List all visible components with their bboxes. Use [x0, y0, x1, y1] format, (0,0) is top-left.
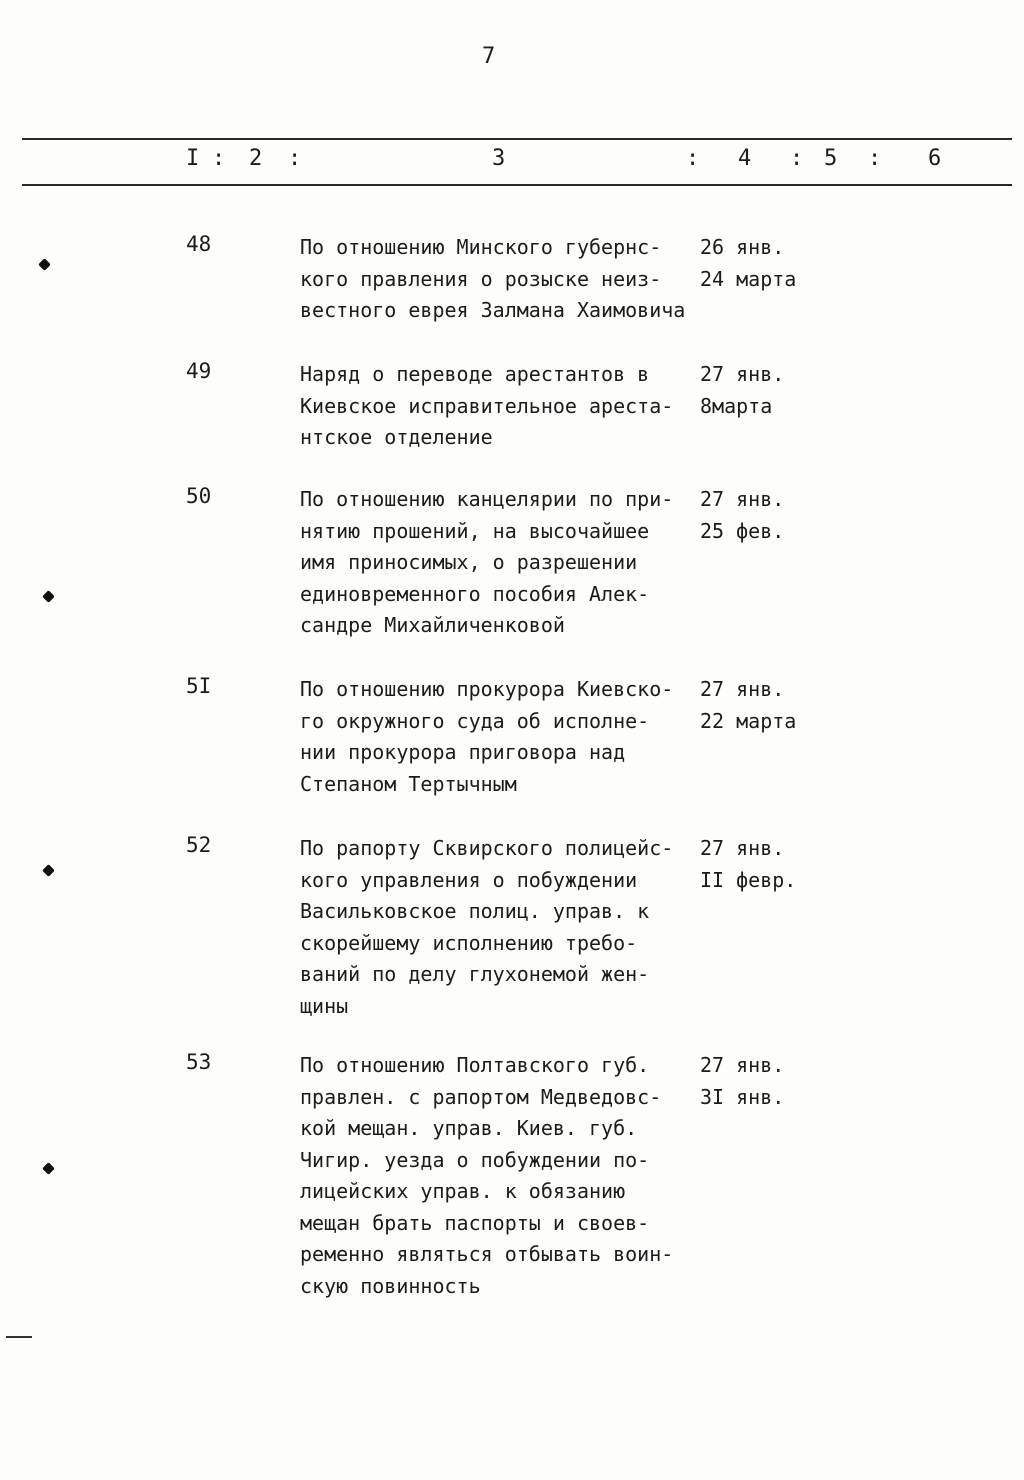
entry-number: 49: [186, 359, 212, 383]
description-line: кого правления о розыске неиз-: [300, 266, 662, 291]
binding-hole-mark: [42, 864, 55, 877]
start-date: 27 янв.: [700, 487, 785, 511]
description-line: единовременного пособия Алек-: [300, 581, 650, 606]
description-line: По отношению Полтавского губ.: [300, 1053, 650, 1077]
entry-number: 53: [186, 1050, 212, 1074]
start-date: 27 янв.: [700, 1053, 785, 1077]
start-date: 27 янв.: [700, 677, 785, 701]
description-line: щины: [300, 993, 349, 1018]
entry-description: [300, 359, 720, 454]
end-date: 24 марта: [700, 266, 797, 291]
end-date: II февр.: [700, 867, 797, 892]
description-line: По отношению прокурора Киевско-: [300, 677, 674, 701]
description-line: имя приносимых, о разрешении: [300, 550, 638, 574]
description-line: кого управления о побуждении: [300, 867, 638, 892]
end-date: 25 фев.: [700, 518, 785, 543]
description-line: нии прокурора приговора над: [300, 740, 626, 764]
column-header-4: 4: [738, 146, 752, 171]
column-separator: :: [212, 146, 226, 171]
entry-dates: [700, 359, 784, 422]
description-line: кой мещан. управ. Киев. губ.: [300, 1116, 638, 1140]
description-line: го окружного суда об исполне-: [300, 708, 650, 733]
binding-hole-mark: [42, 1162, 55, 1175]
end-date: 3I янв.: [700, 1084, 785, 1109]
entry-description: [300, 1050, 720, 1302]
description-line: правлен. с рапортом Медведовс-: [300, 1084, 662, 1109]
binding-hole-mark: [38, 258, 51, 271]
page-number: 7: [482, 44, 496, 69]
entry-dates: [700, 674, 796, 737]
header-top-rule: [22, 138, 1012, 140]
column-separator: :: [790, 146, 804, 171]
start-date: 27 янв.: [700, 362, 785, 386]
description-line: скую повинность: [300, 1273, 481, 1298]
description-line: мещан брать паспорты и своев-: [300, 1210, 650, 1235]
entry-number: 48: [186, 232, 212, 256]
column-separator: :: [868, 146, 882, 171]
column-header-6: 6: [928, 146, 942, 171]
entry-description: [300, 674, 720, 800]
description-line: вестного еврея Залмана Хаимовича: [300, 298, 686, 322]
end-date: 22 марта: [700, 708, 797, 733]
description-line: По отношению канцелярии по при-: [300, 487, 674, 511]
entry-description: [300, 833, 720, 1022]
description-line: Наряд о переводе арестантов в: [300, 362, 650, 386]
end-date: 8марта: [700, 393, 773, 418]
description-line: По рапорту Сквирского полицейс-: [300, 836, 674, 860]
binding-hole-mark: [42, 590, 55, 603]
description-line: нятию прошений, на высочайшее: [300, 518, 650, 543]
entry-number: 5I: [186, 674, 212, 698]
description-line: сандре Михайличенковой: [300, 613, 565, 637]
column-separator: :: [288, 146, 302, 171]
description-line: скорейшему исполнению требо-: [300, 930, 638, 955]
description-line: Васильковское полиц. управ. к: [300, 899, 650, 923]
description-line: ваний по делу глухонемой жен-: [300, 962, 650, 986]
start-date: 27 янв.: [700, 836, 785, 860]
entry-dates: [700, 232, 796, 295]
start-date: 26 янв.: [700, 235, 785, 259]
description-line: По отношению Минского губернс-: [300, 235, 662, 259]
header-bottom-rule: [22, 184, 1012, 186]
description-line: ременно являться отбывать воин-: [300, 1242, 674, 1266]
entry-dates: [700, 1050, 784, 1113]
entry-number: 50: [186, 484, 212, 508]
description-line: Чигир. уезда о побуждении по-: [300, 1147, 650, 1172]
column-header-5: 5: [824, 146, 838, 171]
entry-dates: [700, 484, 784, 547]
entry-description: [300, 232, 720, 327]
column-header-2: 2: [249, 146, 263, 171]
entry-number: 52: [186, 833, 212, 857]
column-separator: :: [686, 146, 700, 171]
margin-scratch: [6, 1336, 32, 1338]
column-header-1: I: [186, 146, 200, 171]
entry-dates: [700, 833, 796, 896]
description-line: Степаном Тертычным: [300, 771, 517, 796]
column-header-3: 3: [492, 146, 506, 171]
entry-description: [300, 484, 720, 642]
description-line: Киевское исправительное ареста-: [300, 393, 674, 418]
description-line: лицейских управ. к обязанию: [300, 1179, 626, 1203]
description-line: нтское отделение: [300, 425, 493, 449]
